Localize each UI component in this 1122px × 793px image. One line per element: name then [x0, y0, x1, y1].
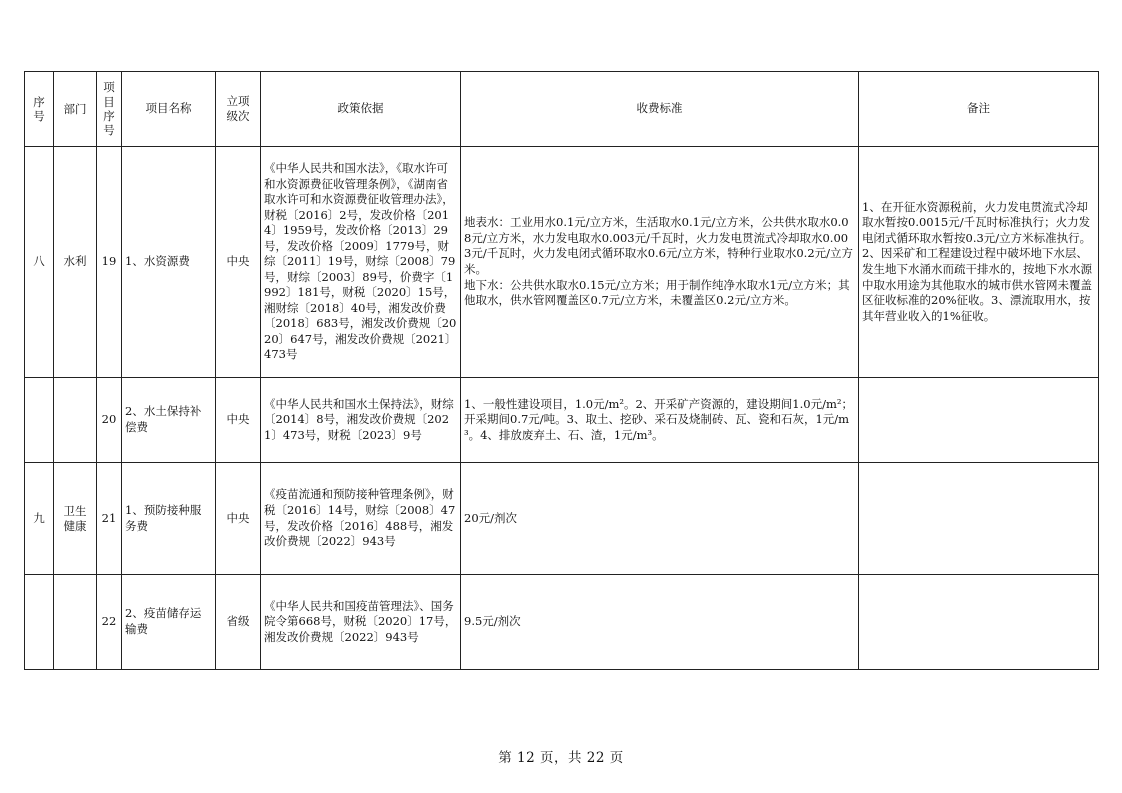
header-level: 立项级次	[216, 72, 261, 147]
cell-level: 省级	[216, 575, 261, 670]
page-footer: 第 12 页，共 22 页	[498, 750, 624, 766]
table-row	[25, 378, 1099, 463]
cell-item-no: 21	[97, 463, 122, 575]
cell-dept: 卫生健康	[54, 463, 97, 575]
cell-standard: 1、一般性建设项目，1.0元/m²。2、开采矿产资源的，建设期间1.0元/m²；开采期间0.7元/吨。3、取土、挖砂、采石及烧制砖、瓦、瓷和石灰，1元/m³。4、排放废弃土、石、渣，1元/m³。	[461, 378, 859, 463]
cell-policy: 《中华人民共和国疫苗管理法》、国务院令第668号，财税〔2020〕17号，湘发改价费规〔2022〕943号	[261, 575, 461, 670]
header-seq: 序号	[25, 72, 54, 147]
cell-level: 中央	[216, 147, 261, 378]
cell-seq	[25, 575, 54, 670]
cell-dept	[54, 378, 97, 463]
header-item-name: 项目名称	[122, 72, 216, 147]
cell-level: 中央	[216, 378, 261, 463]
table-row	[25, 575, 1099, 670]
cell-standard: 9.5元/剂次	[461, 575, 859, 670]
cell-seq	[25, 378, 54, 463]
header-standard: 收费标准	[461, 72, 859, 147]
standard-groundwater: 地下水：公共供水取水0.15元/立方米；用于制作纯净水取水1元/立方米；其他取水，供水管网覆盖区0.7元/立方米，未覆盖区0.2元/立方米。	[464, 277, 850, 308]
header-policy: 政策依据	[261, 72, 461, 147]
cell-remark	[859, 575, 1099, 670]
standard-surface-water: 地表水：工业用水0.1元/立方米，生活取水0.1元/立方米，公共供水取水0.08元/立方米，水力发电取水0.003元/千瓦时，火力发电贯流式冷却取水0.003元/千瓦时，火力发电闭式循环取水0.6元/立方米，特种行业取水0.2元/立方米。	[464, 215, 854, 276]
cell-item-name: 2、水土保持补偿费	[122, 378, 216, 463]
table-row	[25, 147, 1099, 378]
cell-item-no: 20	[97, 378, 122, 463]
cell-seq: 九	[25, 463, 54, 575]
cell-item-name: 1、预防接种服务费	[122, 463, 216, 575]
fee-table	[24, 71, 1099, 670]
cell-dept: 水利	[54, 147, 97, 378]
cell-standard: 20元/剂次	[461, 463, 859, 575]
cell-level: 中央	[216, 463, 261, 575]
cell-policy: 《疫苗流通和预防接种管理条例》，财税〔2016〕14号，财综〔2008〕47号，发改价格〔2016〕488号，湘发改价费规〔2022〕943号	[261, 463, 461, 575]
header-item-seq: 项目序号	[97, 72, 122, 147]
table-row	[25, 463, 1099, 575]
cell-item-no: 19	[97, 147, 122, 378]
cell-standard	[461, 147, 859, 378]
cell-seq: 八	[25, 147, 54, 378]
header-dept: 部门	[54, 72, 97, 147]
cell-remark	[859, 378, 1099, 463]
cell-remark: 1、在开征水资源税前，火力发电贯流式冷却取水暂按0.0015元/千瓦时标准执行；火力发电闭式循环取水暂按0.3元/立方米标准执行。2、因采矿和工程建设过程中破坏地下水层、发生地下水涌水而疏干排水的，按地下水水源中取水用途为其他取水的城市供水管网未覆盖区征收标准的20%征收。3、漂流取用水，按其年营业收入的1%征收。	[859, 147, 1099, 378]
cell-dept	[54, 575, 97, 670]
cell-remark	[859, 463, 1099, 575]
cell-item-name: 1、水资源费	[122, 147, 216, 378]
cell-item-name: 2、疫苗储存运输费	[122, 575, 216, 670]
cell-policy: 《中华人民共和国水土保持法》，财综〔2014〕8号，湘发改价费规〔2021〕473号，财税〔2023〕9号	[261, 378, 461, 463]
header-remark: 备注	[859, 72, 1099, 147]
cell-policy: 《中华人民共和国水法》，《取水许可和水资源费征收管理条例》，《湖南省取水许可和水资源费征收管理办法》，财税〔2016〕2号，发改价格〔2014〕1959号，发改价格〔2013〕29号，发改价格〔2009〕1779号，财综〔2011〕19号，财综〔2008〕79号，财综〔2003〕89号，价费字〔1992〕181号，财税〔2020〕15号，湘财综〔2018〕40号，湘发改价费〔2018〕683号，湘发改价费规〔2020〕647号，湘发改价费规〔2021〕473号	[261, 147, 461, 378]
cell-item-no: 22	[97, 575, 122, 670]
header-row	[25, 72, 1099, 147]
